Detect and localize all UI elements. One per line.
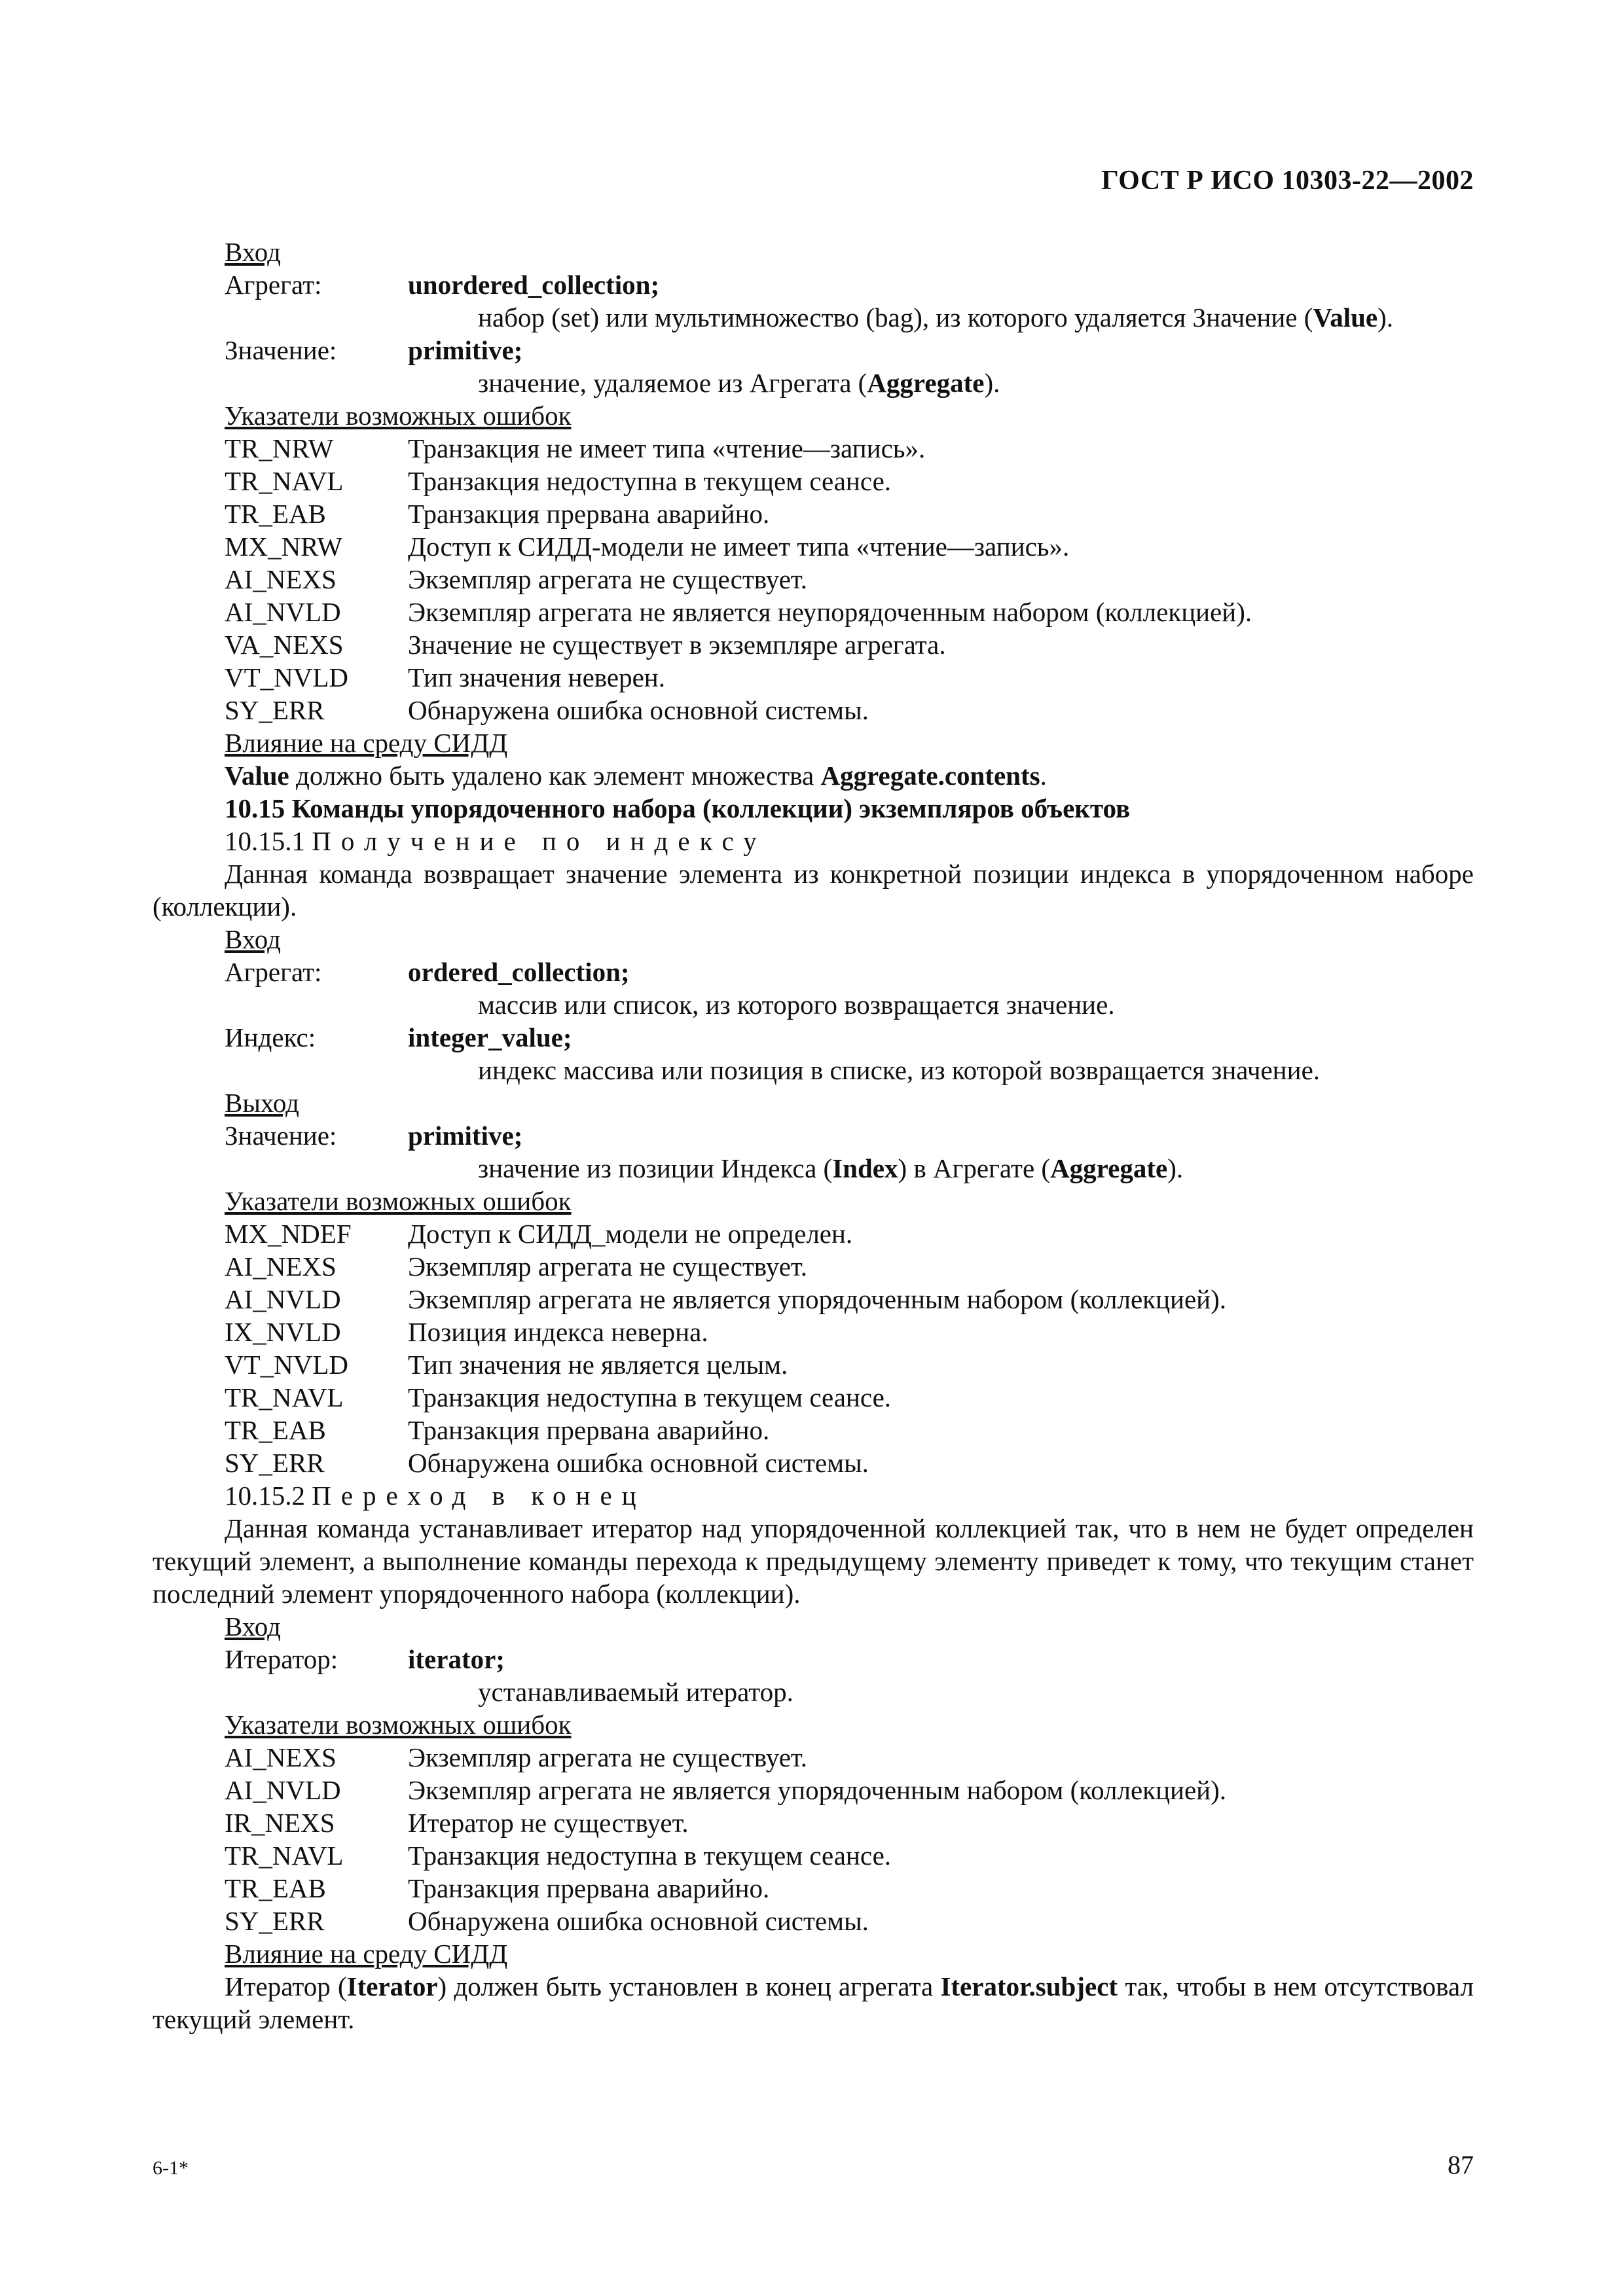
error-row xyxy=(153,530,1474,563)
error-description: Транзакция не имеет типа «чтение—запись». xyxy=(408,433,926,463)
error-code: SY_ERR xyxy=(225,1448,325,1478)
input-heading: Вход xyxy=(225,1611,281,1641)
error-row xyxy=(153,628,1474,661)
error-description: Значение не существует в экземпляре агрегата. xyxy=(408,630,946,660)
error-description: Транзакция недоступна в текущем сеансе. xyxy=(408,466,892,496)
param-description: набор (set) или мультимножество (bag), из которого удаляется Значение (Value). xyxy=(478,302,1394,332)
error-row xyxy=(153,1414,1474,1446)
error-description: Экземпляр агрегата не существует. xyxy=(408,1251,807,1282)
param-description: массив или список, из которого возвращается значение. xyxy=(478,990,1115,1020)
error-code: MX_NRW xyxy=(225,531,342,562)
param-row xyxy=(153,1643,1474,1676)
footer-sheet-mark: 6-1* xyxy=(153,2157,189,2179)
effect-heading: Влияние на среду СИДД xyxy=(225,728,508,758)
error-code: MX_NDEF xyxy=(225,1219,352,1249)
error-description: Тип значения не является целым. xyxy=(408,1350,788,1380)
error-description: Транзакция прервана аварийно. xyxy=(408,1415,770,1445)
error-code: SY_ERR xyxy=(225,1906,325,1936)
error-description: Обнаружена ошибка основной системы. xyxy=(408,695,869,725)
error-row xyxy=(153,1905,1474,1937)
error-code: SY_ERR xyxy=(225,695,325,725)
error-row xyxy=(153,1316,1474,1348)
param-row xyxy=(153,956,1474,988)
param-type: primitive; xyxy=(408,335,523,365)
page-content xyxy=(153,236,1474,2036)
error-description: Доступ к СИДД-модели не имеет типа «чтение—запись». xyxy=(408,531,1070,562)
errors-heading: Указатели возможных ошибок xyxy=(225,1710,572,1740)
error-row xyxy=(153,1381,1474,1414)
error-row xyxy=(153,1217,1474,1250)
error-description: Экземпляр агрегата не является упорядоченным набором (коллекцией). xyxy=(408,1775,1226,1805)
param-type: ordered_collection; xyxy=(408,957,630,987)
param-label: Агрегат: xyxy=(225,270,322,300)
error-code: AI_NEXS xyxy=(225,1742,337,1772)
error-row xyxy=(153,563,1474,596)
error-code: IR_NEXS xyxy=(225,1808,335,1838)
error-description: Экземпляр агрегата не является неупорядоченным набором (коллекцией). xyxy=(408,597,1252,627)
error-row xyxy=(153,432,1474,465)
error-description: Транзакция недоступна в текущем сеансе. xyxy=(408,1840,892,1871)
error-row xyxy=(153,1872,1474,1905)
error-list xyxy=(153,432,1474,726)
param-type: primitive; xyxy=(408,1121,523,1151)
input-heading: Вход xyxy=(225,237,281,267)
param-row xyxy=(153,334,1474,367)
error-code: AI_NEXS xyxy=(225,564,337,594)
error-code: AI_NVLD xyxy=(225,1284,341,1314)
paragraph: Данная команда возвращает значение элемента из конкретной позиции индекса в упорядоченном наборе (коллекции). xyxy=(153,859,1474,922)
error-description: Транзакция недоступна в текущем сеансе. xyxy=(408,1382,892,1412)
error-code: TR_NAVL xyxy=(225,466,344,496)
error-row xyxy=(153,1839,1474,1872)
error-row xyxy=(153,694,1474,726)
error-code: VA_NEXS xyxy=(225,630,344,660)
effect-text: Value должно быть удалено как элемент множества Aggregate.contents. xyxy=(225,761,1047,791)
document-header: ГОСТ Р ИСО 10303-22—2002 xyxy=(1101,166,1474,196)
param-description: индекс массива или позиция в списке, из которой возвращается значение. xyxy=(478,1055,1321,1085)
param-label: Значение: xyxy=(225,335,337,365)
errors-heading: Указатели возможных ошибок xyxy=(225,1186,572,1216)
subsection-title: 10.15.2 Переход в конец xyxy=(225,1480,646,1511)
param-type: unordered_collection; xyxy=(408,270,660,300)
error-description: Обнаружена ошибка основной системы. xyxy=(408,1448,869,1478)
param-type: integer_value; xyxy=(408,1022,572,1052)
error-row xyxy=(153,1250,1474,1283)
error-code: AI_NVLD xyxy=(225,1775,341,1805)
error-row xyxy=(153,1741,1474,1774)
error-row xyxy=(153,1774,1474,1806)
effect-text: Итератор (Iterator) должен быть установлен в конец агрегата Iterator.subject так, чтобы в нем отсутствовал текущий элемент. xyxy=(153,1971,1474,2034)
error-code: TR_NAVL xyxy=(225,1382,344,1412)
section-title: 10.15 Команды упорядоченного набора (коллекции) экземпляров объектов xyxy=(225,793,1131,823)
param-row xyxy=(153,1021,1474,1054)
param-type: iterator; xyxy=(408,1644,505,1674)
error-code: AI_NEXS xyxy=(225,1251,337,1282)
error-code: TR_EAB xyxy=(225,1873,326,1903)
param-description: значение из позиции Индекса (Index) в Агрегате (Aggregate). xyxy=(478,1153,1184,1183)
error-code: IX_NVLD xyxy=(225,1317,341,1347)
error-description: Позиция индекса неверна. xyxy=(408,1317,708,1347)
output-heading: Выход xyxy=(225,1088,300,1118)
error-description: Обнаружена ошибка основной системы. xyxy=(408,1906,869,1936)
error-description: Доступ к СИДД_модели не определен. xyxy=(408,1219,853,1249)
input-heading: Вход xyxy=(225,924,281,954)
param-label: Агрегат: xyxy=(225,957,322,987)
param-label: Значение: xyxy=(225,1121,337,1151)
param-row xyxy=(153,1119,1474,1152)
error-list xyxy=(153,1217,1474,1479)
error-row xyxy=(153,596,1474,628)
error-code: AI_NVLD xyxy=(225,597,341,627)
page-number: 87 xyxy=(1448,2150,1474,2179)
error-description: Экземпляр агрегата не существует. xyxy=(408,564,807,594)
param-label: Индекс: xyxy=(225,1022,316,1052)
param-description: устанавливаемый итератор. xyxy=(478,1677,793,1707)
effect-heading: Влияние на среду СИДД xyxy=(225,1939,508,1969)
subsection-title: 10.15.1 Получение по индексу xyxy=(225,826,767,856)
error-list xyxy=(153,1741,1474,1937)
error-row xyxy=(153,497,1474,530)
param-label: Итератор: xyxy=(225,1644,338,1674)
error-row xyxy=(153,1446,1474,1479)
error-description: Экземпляр агрегата не существует. xyxy=(408,1742,807,1772)
error-description: Транзакция прервана аварийно. xyxy=(408,1873,770,1903)
error-row xyxy=(153,1806,1474,1839)
error-code: TR_NAVL xyxy=(225,1840,344,1871)
error-code: TR_NRW xyxy=(225,433,334,463)
error-code: VT_NVLD xyxy=(225,662,349,692)
error-code: VT_NVLD xyxy=(225,1350,349,1380)
error-description: Тип значения неверен. xyxy=(408,662,666,692)
error-code: TR_EAB xyxy=(225,499,326,529)
errors-heading: Указатели возможных ошибок xyxy=(225,401,572,431)
error-description: Транзакция прервана аварийно. xyxy=(408,499,770,529)
error-code: TR_EAB xyxy=(225,1415,326,1445)
paragraph: Данная команда устанавливает итератор над упорядоченной коллекцией так, что в нем не будет определен текущий элемент, а выполнение команды перехода к предыдущему элементу приведет к тому, что текущим станет последний элемент упорядоченного набора (коллекции). xyxy=(153,1513,1474,1609)
error-description: Экземпляр агрегата не является упорядоченным набором (коллекцией). xyxy=(408,1284,1226,1314)
error-row xyxy=(153,1283,1474,1316)
param-description: значение, удаляемое из Агрегата (Aggregate). xyxy=(478,368,1000,398)
error-row xyxy=(153,1348,1474,1381)
error-description: Итератор не существует. xyxy=(408,1808,689,1838)
param-row xyxy=(153,268,1474,301)
error-row xyxy=(153,465,1474,497)
error-row xyxy=(153,661,1474,694)
